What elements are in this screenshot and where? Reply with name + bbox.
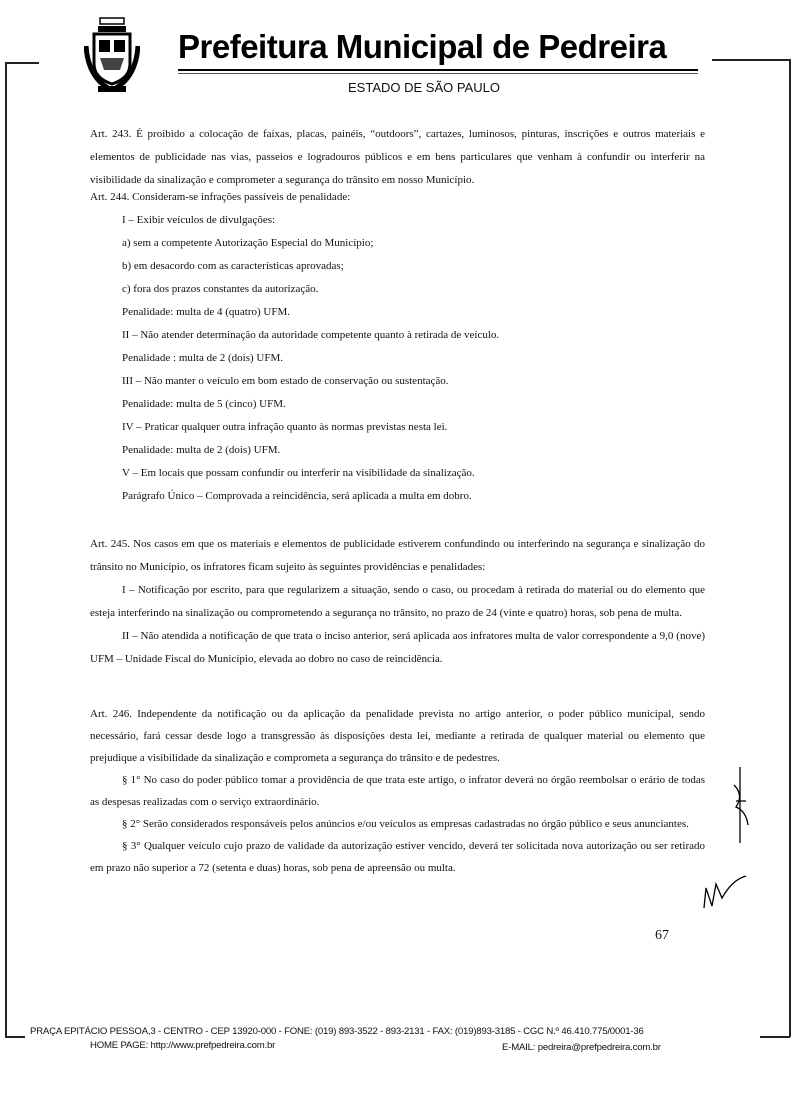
list-item: V – Em locais que possam confundir ou interferir na visibilidade da sinalização. — [122, 467, 475, 479]
list-item: a) sem a competente Autorização Especial do Município; — [122, 237, 374, 249]
list-item: c) fora dos prazos constantes da autorização. — [122, 283, 319, 295]
article-243 — [90, 123, 705, 192]
title-underline — [178, 69, 698, 71]
list-item: I – Exibir veículos de divulgações: — [122, 214, 276, 226]
paragraph-item: § 2° Serão considerados responsáveis pelos anúncios e/ou veículos as empresas cadastradas no órgão público e seus anunciantes. — [122, 818, 689, 830]
frame-line — [5, 1036, 25, 1038]
frame-line — [5, 62, 39, 64]
frame-line — [760, 1036, 790, 1038]
signature-initials — [728, 765, 752, 845]
list-item: Penalidade: multa de 4 (quatro) UFM. — [122, 306, 291, 318]
page-title: Prefeitura Municipal de Pedreira — [178, 28, 667, 65]
list-item: Penalidade: multa de 2 (dois) UFM. — [122, 444, 281, 456]
coat-of-arms-logo — [84, 16, 140, 98]
list-item: Penalidade : multa de 2 (dois) UFM. — [122, 352, 284, 364]
article-244 — [90, 186, 705, 508]
article-text: Art. 246. Independente da notificação ou da aplicação da penalidade prevista no artigo anterior, o poder público municipal, sendo necessário, fará cessar desde logo a transgressão às disposições desta lei, mediante a retirada de qualquer material ou elemento que prejudique a visibilidade da sinalização e comprometa a segurança do trânsito e de pedestres. — [90, 708, 705, 764]
footer-address: PRAÇA EPITÁCIO PESSOA,3 - CENTRO - CEP 13920-000 - FONE: (019) 893-3522 - 893-2131 - FAX: (019)893-3185 - CGC N.º 46.410.775/0001-36 — [30, 1026, 644, 1037]
paragraph-item: § 3° Qualquer veículo cujo prazo de validade da autorização estiver vencido, deverá ter solicitada nova autorização ou ser retirado em prazo não superior a 72 (setenta e duas) horas, sob pena de apreensão ou multa. — [90, 840, 705, 874]
page-subtitle: ESTADO DE SÃO PAULO — [348, 80, 500, 95]
footer-homepage: HOME PAGE: http://www.prefpedreira.com.br — [90, 1040, 276, 1051]
list-item: Parágrafo Único – Comprovada a reincidência, será aplicada a multa em dobro. — [122, 490, 472, 502]
paragraph-item: § 1° No caso do poder público tomar a providência de que trata este artigo, o infrator deverá no órgão reembolsar o erário de todas as despesas realizadas com o serviço extraordinário. — [90, 774, 705, 808]
article-text: Art. 244. Consideram-se infrações passíveis de penalidade: — [90, 191, 351, 203]
title-underline — [178, 73, 698, 74]
article-text: Art. 243. É proibido a colocação de faixas, placas, painéis, “outdoors”, cartazes, luminosos, pinturas, inscrições e outros materiais e elementos de publicidade nas vias, passeios e logradouros públicos e em bens particulares que venham à confundir ou interferir na visibilidade da sinalização e comprometer a segurança do trânsito em nosso Município. — [90, 128, 705, 186]
list-item: IV – Praticar qualquer outra infração quanto às normas previstas nesta lei. — [122, 421, 448, 433]
list-item: b) em desacordo com as características aprovadas; — [122, 260, 344, 272]
frame-line — [789, 59, 791, 1037]
article-246 — [90, 703, 705, 879]
article-245 — [90, 533, 705, 671]
page-number: 67 — [655, 928, 669, 943]
list-item: III – Não manter o veículo em bom estado de conservação ou sustentação. — [122, 375, 449, 387]
list-item: II – Não atender determinação da autoridade competente quanto à retirada de veículo. — [122, 329, 500, 341]
signature-initials — [700, 872, 750, 912]
frame-line — [5, 62, 7, 1037]
frame-line — [712, 59, 790, 61]
list-item: Penalidade: multa de 5 (cinco) UFM. — [122, 398, 286, 410]
list-item: II – Não atendida a notificação de que trata o inciso anterior, será aplicada aos infratores multa de valor correspondente a 9,0 (nove) UFM – Unidade Fiscal do Município, elevada ao dobro no caso de reincidência. — [90, 630, 705, 665]
article-text: Art. 245. Nos casos em que os materiais e elementos de publicidade estiverem confundindo ou interferindo na segurança e sinalização do trânsito no Município, os infratores ficam sujeito às seguintes providências e penalidades: — [90, 538, 705, 573]
footer-email: E-MAIL: pedreira@prefpedreira.com.br — [502, 1042, 661, 1053]
list-item: I – Notificação por escrito, para que regularizem a situação, sendo o caso, ou procedam à retirada do material ou do elemento que esteja interferindo na sinalização ou comprometendo a segurança no trânsito, no prazo de 24 (vinte e quatro) horas, sob pena de multa. — [90, 584, 705, 619]
